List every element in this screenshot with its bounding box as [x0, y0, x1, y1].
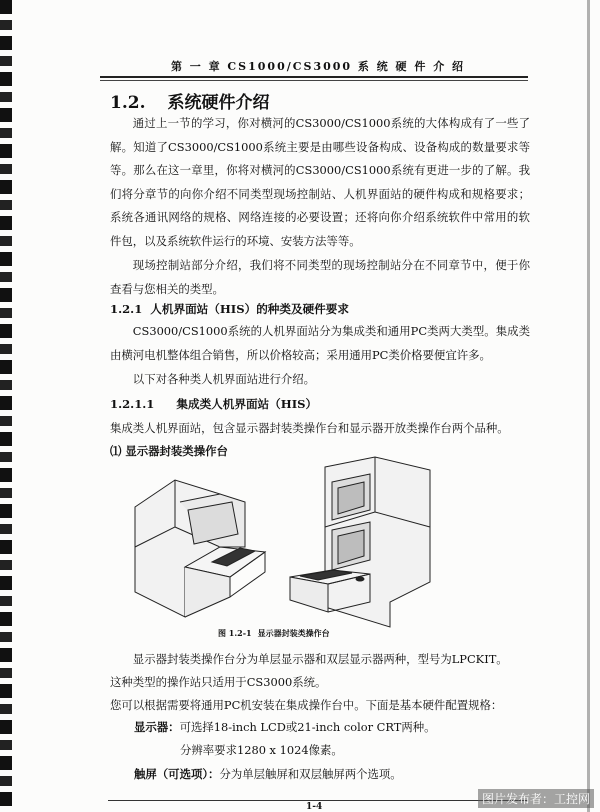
single-display-console-illustration: [135, 480, 265, 617]
display-spec-label: 显示器：: [134, 720, 180, 734]
subsection-title: 人机界面站（HIS）的种类及硬件要求: [150, 302, 349, 316]
header-rule: [100, 76, 528, 78]
subsubsection-title: 集成类人机界面站（HIS）: [176, 397, 318, 411]
subsubsection-paragraph: 集成类人机界面站，包含显示器封装类操作台和显示器开放类操作台两个品种。: [110, 421, 509, 435]
subsubsection-heading: [110, 396, 317, 412]
subsection-paragraph-2: 以下对各种类人机界面站进行介绍。: [132, 372, 316, 386]
subsection-heading: [110, 301, 349, 317]
body-line-2: 这种类型的操作站只适用于CS3000系统。: [110, 675, 327, 689]
body-line-1: 显示器封装类操作台分为单层显示器和双层显示器两种，型号为LPCKIT。: [132, 652, 508, 666]
list-item-label: ⑴ 显示器封装类操作台: [110, 444, 228, 458]
intro-paragraph: 通过上一节的学习，你对横河的CS3000/CS1000系统的大体构成有了一些了解。知道了CS3000/CS1000系统主要是由哪些设备构成、设备构成的数量要求等等。那么在这一章里，你将对横河的CS3000/CS1000系统有更进一步的了解。我们将分章节的向你介绍不同类型现场控制站、人机界面站的硬件构成和规格要求；系统各通讯网络的规格、网络连接的必要设置；还将向你介绍系统软件中常用的软件包，以及系统软件运行的环境、安装方法等等。: [110, 116, 530, 248]
figure-label: 图 1.2-1: [218, 628, 252, 638]
binding-edge: [0, 0, 12, 812]
running-header: 第 一 章 CS1000/CS3000 系 统 硬 件 介 绍: [170, 60, 466, 73]
dual-display-console-illustration: [290, 457, 430, 627]
subsubsection-number: 1.2.1.1: [110, 397, 155, 411]
section-title: [110, 88, 292, 113]
touch-spec-text: 分为单层触屏和双层触屏两个选项。: [219, 767, 402, 781]
page-number: 1-4: [306, 802, 323, 812]
page-shadow-edge: [587, 0, 590, 812]
resolution-spec: 分辨率要求1280 x 1024像素。: [180, 743, 343, 757]
figure-caption-text: 显示器封装类操作台: [257, 628, 330, 638]
intro-paragraph-2: 现场控制站部分介绍，我们将不同类型的现场控制站分在不同章节中，便于你查看与您相关的类型。: [110, 258, 530, 296]
figure-caption: [218, 628, 330, 639]
display-spec-text: 可选择18-inch LCD或21-inch color CRT两种。: [179, 720, 436, 734]
header-rule-thin: [100, 80, 528, 81]
touch-spec-label: 触屏（可选项）：: [134, 767, 220, 781]
console-figure: [120, 452, 450, 632]
body-line-3: 您可以根据需要将通用PC机安装在集成操作台中。下面是基本硬件配置规格：: [110, 698, 503, 712]
touch-spec: [134, 766, 402, 782]
subsection-number: 1.2.1: [110, 302, 143, 316]
display-spec: [134, 719, 436, 735]
subsection-paragraph: CS3000/CS1000系统的人机界面站分为集成类和通用PC类两大类型。集成类由横河电机整体组合销售，所以价格较高；采用通用PC类价格要便宜许多。: [110, 324, 530, 362]
footer-rule: [108, 800, 528, 801]
section-number: 1.2.: [110, 93, 146, 113]
section-title-text: 系统硬件介绍: [167, 93, 270, 113]
watermark: 图片发布者：工控网: [478, 789, 594, 808]
